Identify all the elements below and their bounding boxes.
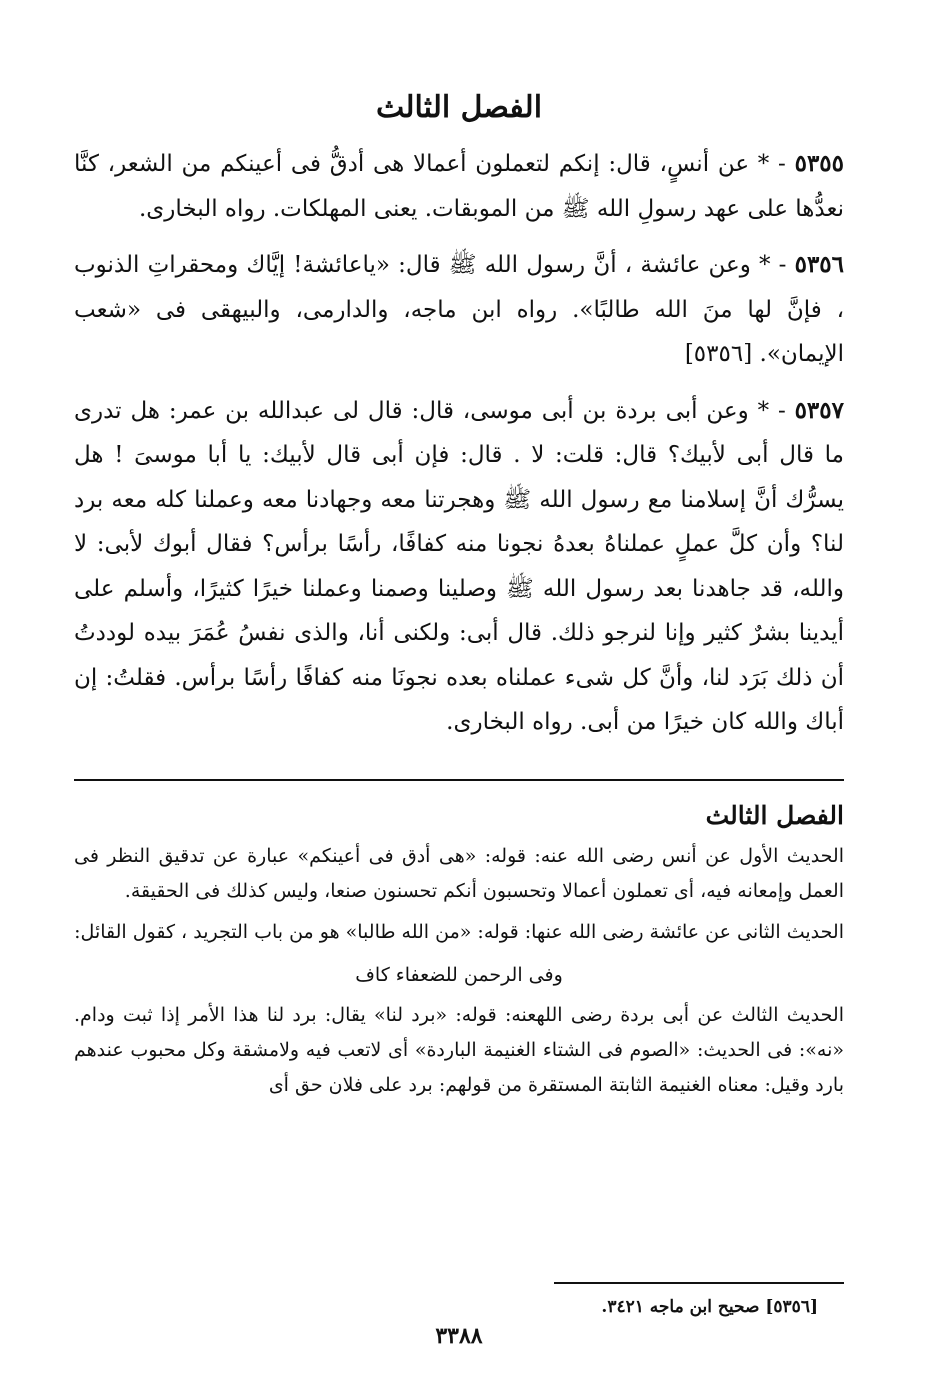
footnote-area bbox=[74, 1260, 844, 1322]
hadith-number: ٥٣٥٥ bbox=[794, 150, 845, 177]
footnote-divider bbox=[554, 1282, 844, 1284]
hadith-text: - * وعن عائشة ، أنَّ رسول الله ﷺ قال: «ياعائشة! إيَّاك ومحقراتِ الذنوب ، فإنَّ لها منَ الله طالبًا». رواه ابن ماجه، والدارمى، والبيهقى فى «شعب الإيمان». [٥٣٥٦] bbox=[74, 252, 844, 367]
commentary-paragraph: الحديث الثالث عن أبى بردة رضى اللهعنه: قوله: «برد لنا» يقال: برد لنا هذا الأمر إذا ثبت ودام. «نه»: فى الحديث: «الصوم فى الشتاء الغنيمة الباردة» أى لاتعب فيه ولامشقة وكل محبوب عندهم بارد وقيل: معناه الغنيمة الثابتة المستقرة من قولهم: برد على فلان حق أى bbox=[74, 1003, 844, 1096]
hadith-text: - * وعن أبى بردة بن أبى موسى، قال: قال لى عبدالله بن عمر: هل تدرى ما قال أبى لأبيك؟ قال: قلت: لا . قال: فإن أبى قال لأبيك: يا أبا موسىَ ! هل يسرُّك أنَّ إسلامنا مع رسول الله ﷺ وهجرتنا معه وجهادنا معه وعملنا كله معه برد لنا؟ وأن كلَّ عملٍ عملناهُ بعدهُ نجونا منه كفافًا، رأسًا برأس؟ فقال أبوك لأبى: لا والله، قد جاهدنا بعد رسول الله ﷺ وصلينا وصمنا وعملنا خيرًا كثيرًا، وأسلم على أيدينا بشرٌ كثير وإنا لنرجو ذلك. قال أبى: ولكنى أنا، والذى نفسُ عُمَرَ بيده لوددتُ أن ذلك بَرَد لنا، وأنَّ كل شىء عملناه بعده نجونَا منه كفافًا رأسًا برأس. فقلتُ: إن أباك والله كان خيرًا من أبى. رواه البخارى. bbox=[74, 397, 844, 735]
section-divider bbox=[74, 779, 844, 781]
hadith-text: - * عن أنسٍ، قال: إنكم لتعملون أعمالا هى أدقُّ فى أعينكم من الشعر، كنَّا نعدُّها على عهد رسولِ الله ﷺ من الموبقات. يعنى المهلكات. رواه البخارى. bbox=[74, 151, 844, 222]
commentary-paragraph: الحديث الثانى عن عائشة رضى الله عنها: قوله: «من الله طالبا» هو من باب التجريد ، كقول القائل: bbox=[74, 920, 844, 943]
hadith-number: ٥٣٥٦ bbox=[794, 251, 845, 278]
hadith-5357 bbox=[74, 389, 844, 745]
page-number: ٣٣٨٨ bbox=[435, 1323, 483, 1349]
hadith-5356 bbox=[74, 243, 844, 377]
commentary-paragraph: الحديث الأول عن أنس رضى الله عنه: قوله: «هى أدق فى أعينكم» عبارة عن تدقيق النظر فى العمل وإمعانه فيه، أى تعملون أعمالا وتحسبون أنكم تحسنون صنعا، وليس كذلك فى الحقيقة. bbox=[74, 844, 844, 902]
footnote: [٥٣٥٦] صحيح ابن ماجه ٣٤٢١. bbox=[601, 1297, 818, 1317]
hadith-number: ٥٣٥٧ bbox=[794, 396, 844, 424]
poetry-verse: وفى الرحمن للضعفاء كاف bbox=[355, 963, 563, 986]
hadith-5355 bbox=[74, 142, 844, 231]
page bbox=[74, 80, 844, 1370]
chapter-title: الفصل الثالث bbox=[375, 90, 543, 125]
commentary-title: الفصل الثالث bbox=[705, 800, 844, 830]
